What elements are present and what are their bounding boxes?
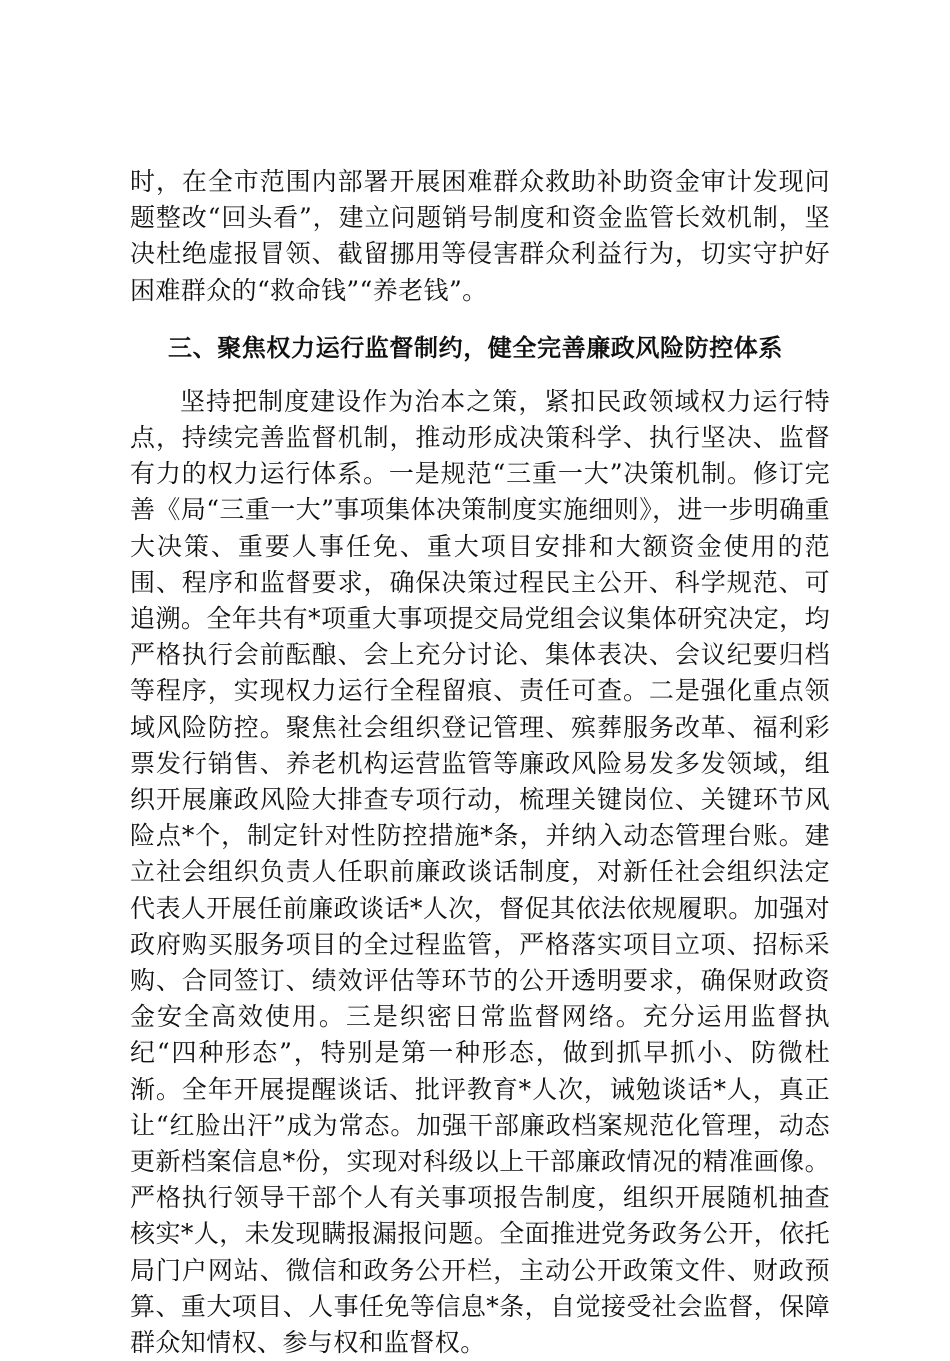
section-heading: 三、聚焦权力运行监督制约，健全完善廉政风险防控体系 [168,333,783,362]
continuation-paragraph: 时，在全市范围内部署开展困难群众救助补助资金审计发现问题整改“回头看”，建立问题销号制度和资金监管长效机制，坚决杜绝虚报冒领、截留挪用等侵害群众利益行为，切实守护好困难群众的“救命钱”“养老钱”。 [130,167,830,305]
document-body [130,164,830,1361]
body-paragraph: 坚持把制度建设作为治本之策，紧扣民政领域权力运行特点，持续完善监督机制，推动形成决策科学、执行坚决、监督有力的权力运行体系。一是规范“三重一大”决策机制。修订完善《局“三重一大”事项集体决策制度实施细则》，进一步明确重大决策、重要人事任免、重大项目安排和大额资金使用的范围、程序和监督要求，确保决策过程民主公开、科学规范、可追溯。全年共有*项重大事项提交局党组会议集体研究决定，均严格执行会前酝酿、会上充分讨论、集体表决、会议纪要归档等程序，实现权力运行全程留痕、责任可查。二是强化重点领域风险防控。聚焦社会组织登记管理、殡葬服务改革、福利彩票发行销售、养老机构运营监管等廉政风险易发多发领域，组织开展廉政风险大排查专项行动，梳理关键岗位、关键环节风险点*个，制定针对性防控措施*条，并纳入动态管理台账。建立社会组织负责人任职前廉政谈话制度，对新任社会组织法定代表人开展任前廉政谈话*人次，督促其依法依规履职。加强对政府购买服务项目的全过程监管，严格落实项目立项、招标采购、合同签订、绩效评估等环节的公开透明要求，确保财政资金安全高效使用。三是织密日常监督网络。充分运用监督执纪“四种形态”，特别是第一种形态，做到抓早抓小、防微杜渐。全年开展提醒谈话、批评教育*人次，诫勉谈话*人，真正让“红脸出汗”成为常态。加强干部廉政档案规范化管理，动态更新档案信息*份，实现对科级以上干部廉政情况的精准画像。严格执行领导干部个人有关事项报告制度，组织开展随机抽查核实*人，未发现瞒报漏报问题。全面推进党务政务公开，依托局门户网站、微信和政务公开栏，主动公开政策文件、财政预算、重大项目、人事任免等信息*条，自觉接受社会监督，保障群众知情权、参与权和监督权。 [130,386,830,1358]
